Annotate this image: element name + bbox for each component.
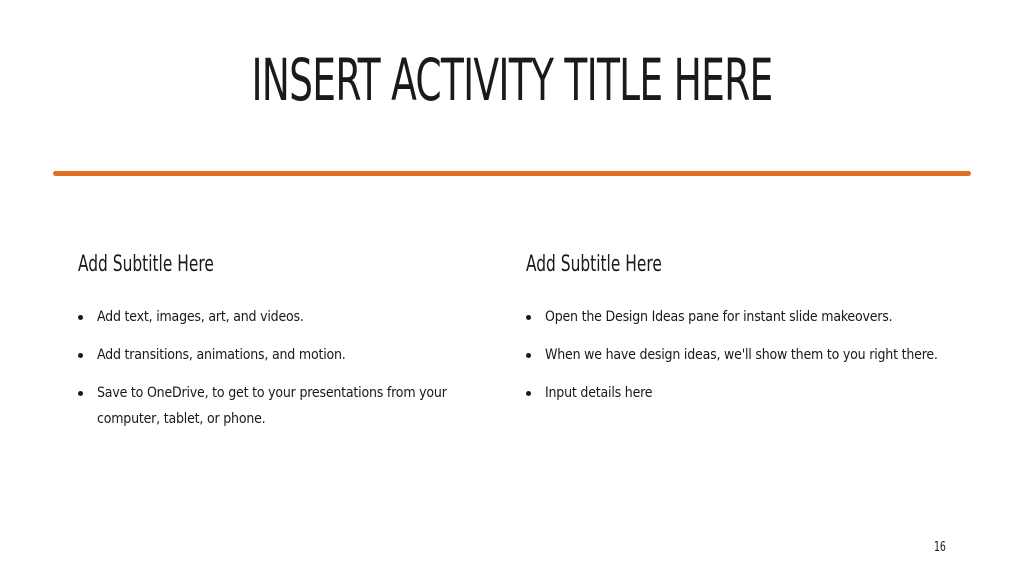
bullet-dot-icon bbox=[78, 391, 83, 396]
bullet-text: Save to OneDrive, to get to your presentations from your computer, tablet, or phone. bbox=[97, 385, 447, 427]
right-subtitle[interactable]: Add Subtitle Here bbox=[526, 252, 662, 277]
left-column bbox=[78, 250, 498, 444]
bullet-text: Add text, images, art, and videos. bbox=[97, 309, 304, 325]
bullet-dot-icon bbox=[78, 315, 83, 320]
left-subtitle[interactable]: Add Subtitle Here bbox=[78, 252, 214, 277]
right-bullet-item-2[interactable] bbox=[526, 342, 946, 368]
bullet-dot-icon bbox=[78, 353, 83, 358]
left-bullet-item-2[interactable] bbox=[78, 342, 498, 368]
bullet-text: Add transitions, animations, and motion. bbox=[97, 347, 346, 363]
slide-title[interactable]: INSERT ACTIVITY TITLE HERE bbox=[251, 46, 773, 114]
bullet-text: Open the Design Ideas pane for instant slide makeovers. bbox=[545, 309, 893, 325]
bullet-dot-icon bbox=[526, 353, 531, 358]
left-bullet-list bbox=[78, 304, 498, 432]
bullet-text: When we have design ideas, we'll show them to you right there. bbox=[545, 347, 938, 363]
left-bullet-item-1[interactable] bbox=[78, 304, 498, 330]
title-divider bbox=[53, 171, 971, 176]
right-bullet-list bbox=[526, 304, 946, 406]
left-bullet-item-3[interactable] bbox=[78, 380, 498, 432]
bullet-dot-icon bbox=[526, 391, 531, 396]
bullet-text: Input details here bbox=[545, 385, 653, 401]
page-number: 16 bbox=[934, 540, 946, 555]
bullet-dot-icon bbox=[526, 315, 531, 320]
right-column bbox=[526, 250, 946, 418]
right-bullet-item-3[interactable] bbox=[526, 380, 946, 406]
right-bullet-item-1[interactable] bbox=[526, 304, 946, 330]
